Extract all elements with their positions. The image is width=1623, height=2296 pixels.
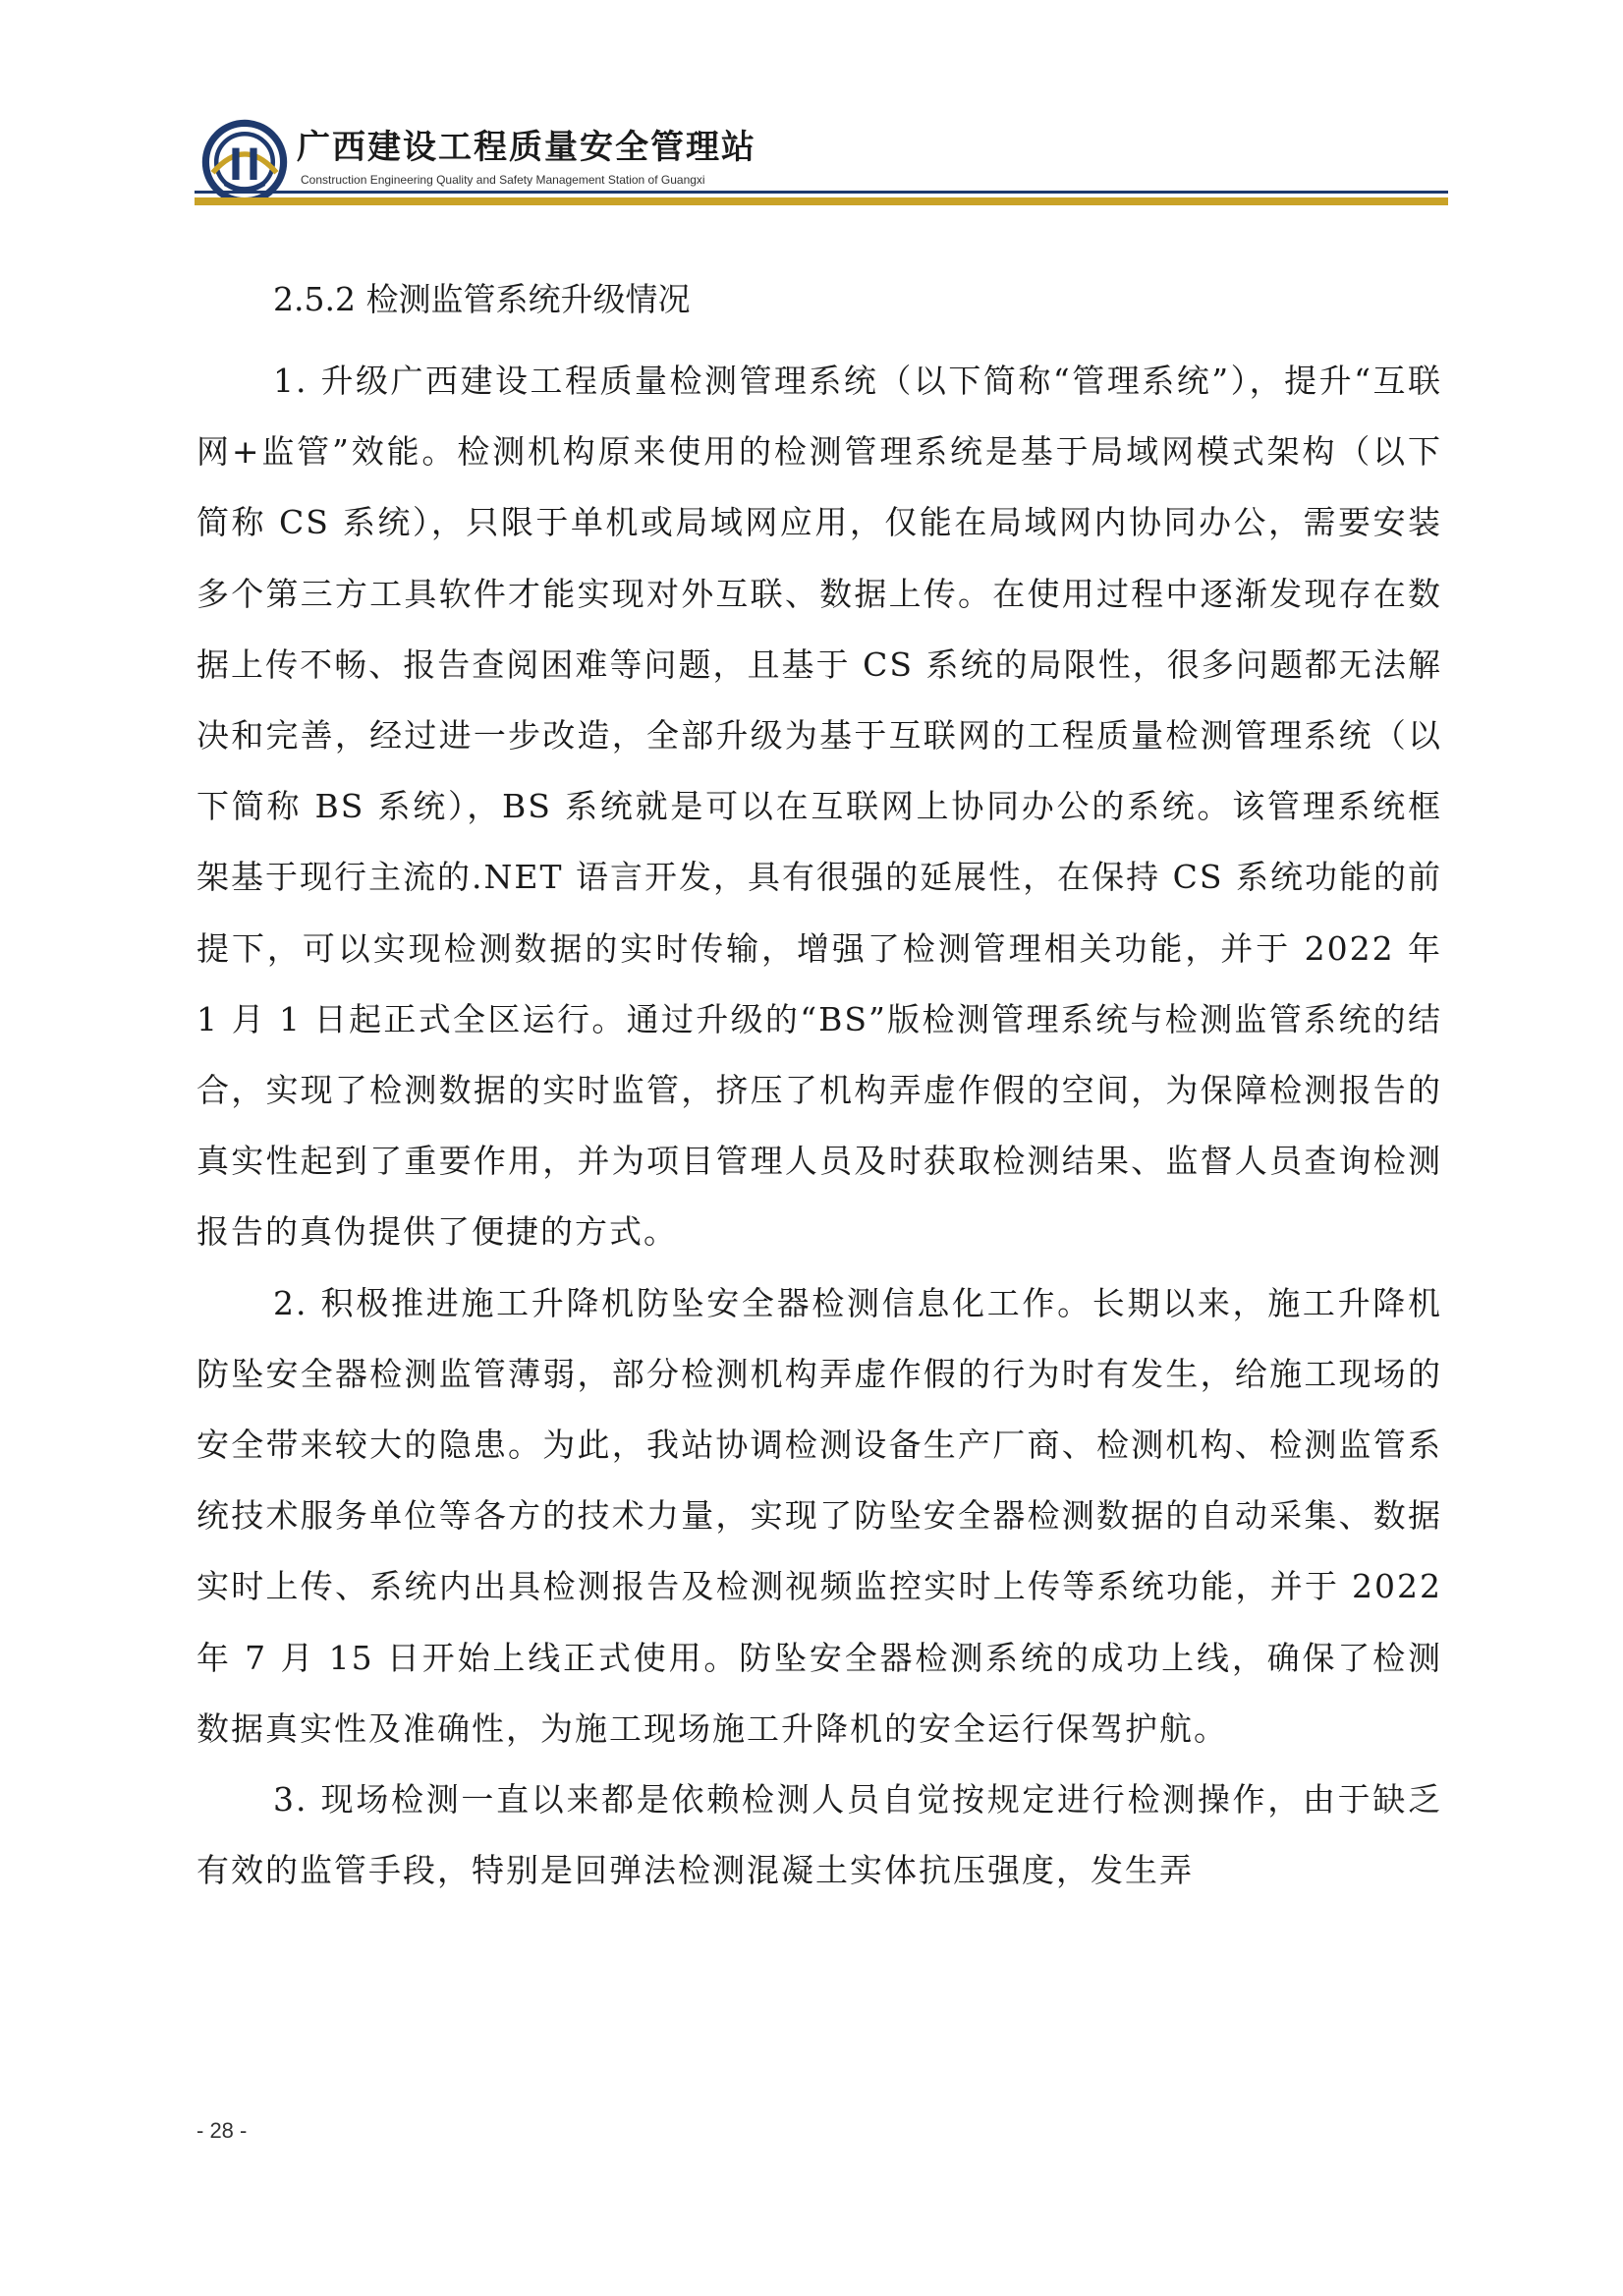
header-subtitle: Construction Engineering Quality and Safety Management Station of Guangxi	[301, 173, 705, 187]
paragraph-3: 3. 现场检测一直以来都是依赖检测人员自觉按规定进行检测操作，由于缺乏有效的监管手段，特别是回弹法检测混凝土实体抗压强度，发生弄	[196, 1780, 1442, 1890]
header-rule-navy	[195, 191, 1448, 194]
header-rule-gold	[195, 197, 1448, 205]
page-header	[195, 108, 1448, 210]
paragraph-2: 2. 积极推进施工升降机防坠安全器检测信息化工作。长期以来，施工升降机防坠安全器检测监管薄弱，部分检测机构弄虚作假的行为时有发生，给施工现场的安全带来较大的隐患。为此，我站协调检测设备生产厂商、检测机构、检测监管系统技术服务单位等各方的技术力量，实现了防坠安全器检测数据的自动采集、数据实时上传、系统内出具检测报告及检测视频监控实时上传等系统功能，并于 2022 年 7 月 15 日开始上线正式使用。防坠安全器检测系统的成功上线，确保了检测数据真实性及准确性，为施工现场施工升降机的安全运行保驾护航。	[196, 1283, 1442, 1748]
page-body	[196, 275, 1442, 1906]
header-title: 广西建设工程质量安全管理站	[297, 128, 756, 167]
section-heading: 2.5.2 检测监管系统升级情况	[273, 280, 691, 318]
page-number: - 28 -	[196, 2118, 248, 2143]
paragraph-1: 1. 升级广西建设工程质量检测管理系统（以下简称“管理系统”），提升“互联网+监管”效能。检测机构原来使用的检测管理系统是基于局域网模式架构（以下简称 CS 系统），只限于单机或局域网应用，仅能在局域网内协同办公，需要安装多个第三方工具软件才能实现对外互联、数据上传。在使用过程中逐渐发现存在数据上传不畅、报告查阅困难等问题，且基于 CS 系统的局限性，很多问题都无法解决和完善，经过进一步改造，全部升级为基于互联网的工程质量检测管理系统（以下简称 BS 系统），BS 系统就是可以在互联网上协同办公的系统。该管理系统框架基于现行主流的.NET 语言开发，具有很强的延展性，在保持 CS 系统功能的前提下，可以实现检测数据的实时传输，增强了检测管理相关功能，并于 2022 年 1 月 1 日起正式全区运行。通过升级的“BS”版检测管理系统与检测监管系统的结合，实现了检测数据的实时监管，挤压了机构弄虚作假的空间，为保障检测报告的真实性起到了重要作用，并为项目管理人员及时获取检测结果、监督人员查询检测报告的真伪提供了便捷的方式。	[196, 362, 1442, 1252]
